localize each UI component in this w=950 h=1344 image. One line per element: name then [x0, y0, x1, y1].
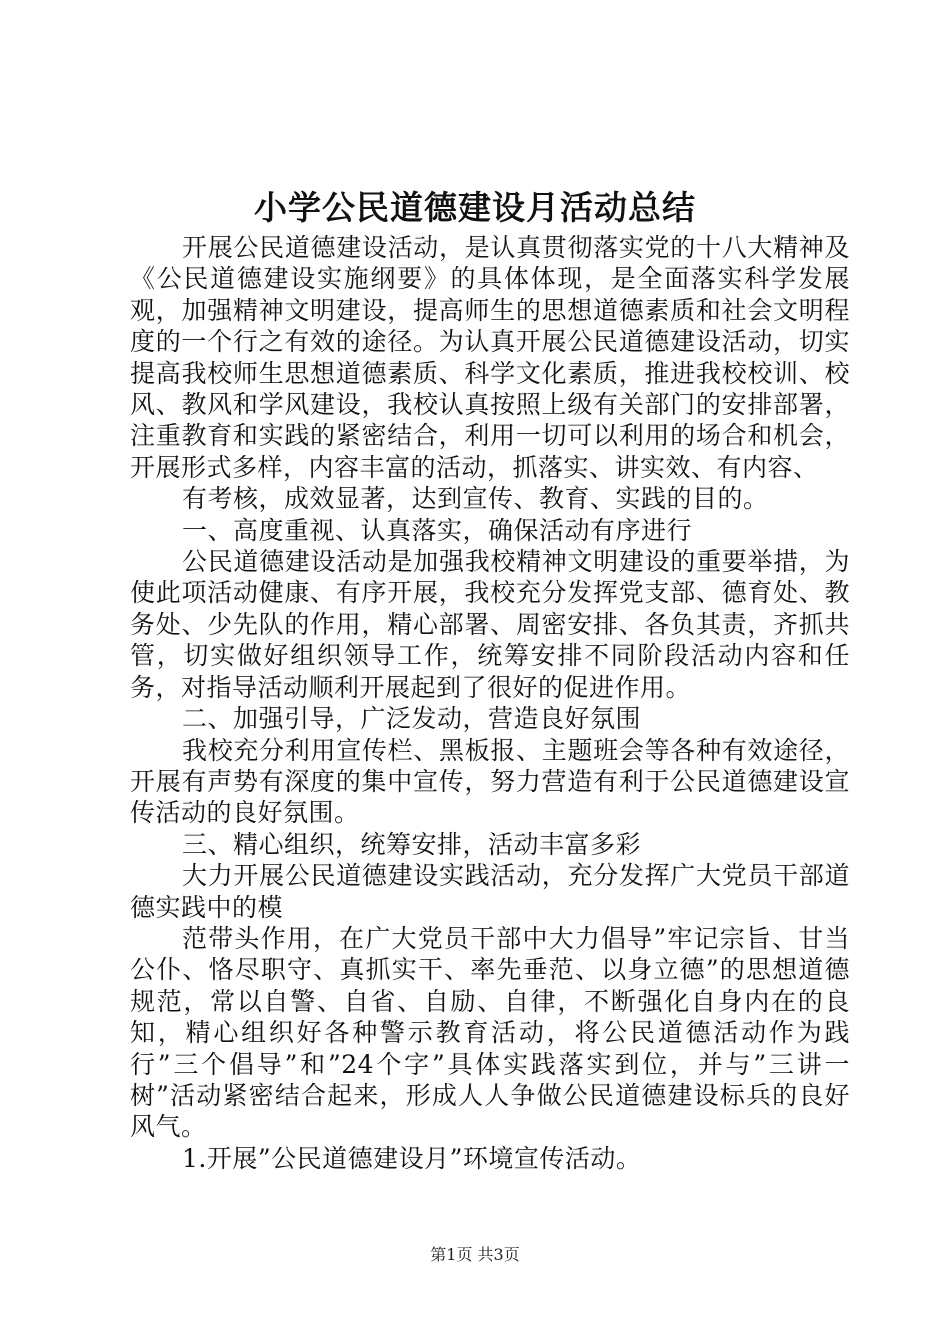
- section-heading: 一、高度重视、认真落实，确保活动有序进行: [182, 515, 693, 545]
- section-heading: 二、加强引导，广泛发动，营造良好氛围: [182, 704, 642, 734]
- list-item: 1.开展”公民道德建设月”环境宣传活动。: [182, 1143, 642, 1173]
- paragraph: 开展公民道德建设活动，是认真贯彻落实党的十八大精神及《公民道德建设实施纲要》的具体体现，是全面落实科学发展观，加强精神文明建设，提高师生的思想道德素质和社会文明程度的一个行之有效的途径。为认真开展公民道德建设活动，切实提高我校师生思想道德素质、科学文化素质，推进我校校训、校风、教风和学风建设，我校认真按照上级有关部门的安排部署，注重教育和实践的紧密结合，利用一切可以利用的场合和机会，开展形式多样，内容丰富的活动，抓落实、讲实效、有内容、: [130, 233, 850, 482]
- paragraph: 范带头作用，在广大党员干部中大力倡导”牢记宗旨、甘当公仆、恪尽职守、真抓实干、率先垂范、以身立德”的思想道德规范，常以自警、自省、自励、自律，不断强化自身内在的良知，精心组织好各种警示教育活动，将公民道德活动作为践行”三个倡导”和”24个字”具体实践落实到位，并与”三讲一树”活动紧密结合起来，形成人人争做公民道德建设标兵的良好风气。: [130, 923, 850, 1142]
- document-body: [130, 232, 850, 1174]
- section-heading: 三、精心组织，统筹安排，活动丰富多彩: [182, 829, 642, 859]
- paragraph: 大力开展公民道德建设实践活动，充分发挥广大党员干部道德实践中的模: [130, 861, 850, 922]
- paragraph: 有考核，成效显著，达到宣传、教育、实践的目的。: [182, 484, 769, 514]
- page-number-footer: 第1页 共3页: [430, 1245, 520, 1264]
- document-title: 小学公民道德建设月活动总结: [254, 188, 696, 227]
- paragraph: 公民道德建设活动是加强我校精神文明建设的重要举措，为使此项活动健康、有序开展，我校充分发挥党支部、德育处、教务处、少先队的作用，精心部署、周密安排、各负其责，齐抓共管，切实做好组织领导工作，统筹安排不同阶段活动内容和任务，对指导活动顺利开展起到了很好的促进作用。: [130, 547, 850, 702]
- paragraph: 我校充分利用宣传栏、黑板报、主题班会等各种有效途径，开展有声势有深度的集中宣传，努力营造有利于公民道德建设宣传活动的良好氛围。: [130, 735, 850, 828]
